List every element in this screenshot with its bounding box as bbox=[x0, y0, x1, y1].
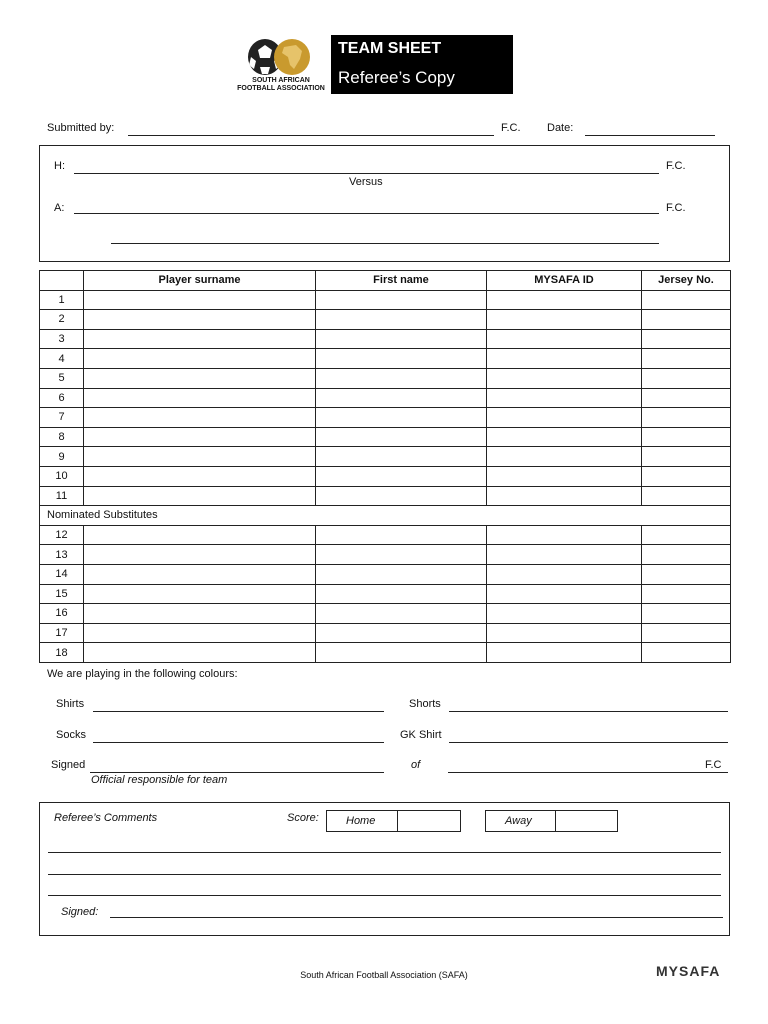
mysafa-id-cell[interactable] bbox=[487, 623, 642, 643]
surname-cell[interactable] bbox=[84, 564, 316, 584]
comment-line-3[interactable] bbox=[48, 895, 721, 896]
comment-line-1[interactable] bbox=[48, 852, 721, 853]
submitted-by-field[interactable] bbox=[128, 135, 494, 136]
col-surname-header: Player surname bbox=[84, 271, 316, 291]
jersey-cell[interactable] bbox=[642, 427, 731, 447]
colours-intro: We are playing in the following colours: bbox=[47, 668, 238, 680]
jersey-cell[interactable] bbox=[642, 545, 731, 565]
mysafa-id-cell[interactable] bbox=[487, 290, 642, 310]
table-row bbox=[40, 486, 731, 506]
row-number: 4 bbox=[40, 349, 84, 369]
logo-text: SOUTH AFRICAN FOOTBALL ASSOCIATION bbox=[237, 77, 325, 92]
jersey-cell[interactable] bbox=[642, 604, 731, 624]
table-row bbox=[40, 545, 731, 565]
row-number: 14 bbox=[40, 564, 84, 584]
row-number: 1 bbox=[40, 290, 84, 310]
row-number: 17 bbox=[40, 623, 84, 643]
surname-cell[interactable] bbox=[84, 525, 316, 545]
date-field[interactable] bbox=[585, 135, 715, 136]
mysafa-id-cell[interactable] bbox=[487, 564, 642, 584]
surname-cell[interactable] bbox=[84, 545, 316, 565]
mysafa-id-cell[interactable] bbox=[487, 643, 642, 663]
shirts-label: Shirts bbox=[56, 698, 85, 710]
home-team-field[interactable] bbox=[74, 173, 659, 174]
team-of-field[interactable] bbox=[448, 772, 728, 773]
col-number-header bbox=[40, 271, 84, 291]
submitted-by-label: Submitted by: bbox=[47, 122, 115, 134]
firstname-cell[interactable] bbox=[316, 290, 487, 310]
of-label: of bbox=[411, 759, 421, 771]
surname-cell[interactable] bbox=[84, 388, 316, 408]
jersey-cell[interactable] bbox=[642, 564, 731, 584]
firstname-cell[interactable] bbox=[316, 545, 487, 565]
mysafa-id-cell[interactable] bbox=[487, 584, 642, 604]
footer-org: South African Football Association (SAFA) bbox=[300, 970, 468, 980]
firstname-cell[interactable] bbox=[316, 329, 487, 349]
shirts-field[interactable] bbox=[93, 711, 384, 712]
shorts-label: Shorts bbox=[409, 698, 441, 710]
surname-cell[interactable] bbox=[84, 349, 316, 369]
jersey-cell[interactable] bbox=[642, 486, 731, 506]
africa-map-icon bbox=[274, 39, 310, 75]
firstname-cell[interactable] bbox=[316, 447, 487, 467]
mysafa-id-cell[interactable] bbox=[487, 427, 642, 447]
jersey-cell[interactable] bbox=[642, 388, 731, 408]
mysafa-id-cell[interactable] bbox=[487, 486, 642, 506]
table-row bbox=[40, 466, 731, 486]
safa-logo bbox=[237, 38, 329, 96]
row-number: 15 bbox=[40, 584, 84, 604]
jersey-cell[interactable] bbox=[642, 447, 731, 467]
gk-shirt-label: GK Shirt bbox=[400, 729, 442, 741]
mysafa-id-cell[interactable] bbox=[487, 368, 642, 388]
surname-cell[interactable] bbox=[84, 368, 316, 388]
mysafa-id-cell[interactable] bbox=[487, 545, 642, 565]
surname-cell[interactable] bbox=[84, 623, 316, 643]
row-number: 12 bbox=[40, 525, 84, 545]
mysafa-id-cell[interactable] bbox=[487, 310, 642, 330]
gk-shirt-field[interactable] bbox=[449, 742, 728, 743]
row-number: 6 bbox=[40, 388, 84, 408]
firstname-cell[interactable] bbox=[316, 584, 487, 604]
table-row bbox=[40, 623, 731, 643]
mysafa-logo: MYSAFA bbox=[656, 963, 721, 979]
firstname-cell[interactable] bbox=[316, 310, 487, 330]
firstname-cell[interactable] bbox=[316, 388, 487, 408]
jersey-cell[interactable] bbox=[642, 349, 731, 369]
firstname-cell[interactable] bbox=[316, 643, 487, 663]
row-number: 11 bbox=[40, 486, 84, 506]
surname-cell[interactable] bbox=[84, 310, 316, 330]
row-number: 5 bbox=[40, 368, 84, 388]
table-row bbox=[40, 447, 731, 467]
table-row bbox=[40, 564, 731, 584]
row-number: 2 bbox=[40, 310, 84, 330]
signed-label: Signed bbox=[51, 759, 86, 771]
row-number: 8 bbox=[40, 427, 84, 447]
table-row bbox=[40, 604, 731, 624]
official-signature-field[interactable] bbox=[90, 772, 384, 773]
firstname-cell[interactable] bbox=[316, 525, 487, 545]
table-row bbox=[40, 368, 731, 388]
row-number: 3 bbox=[40, 329, 84, 349]
away-score-label: Away bbox=[505, 815, 532, 827]
table-row bbox=[40, 525, 731, 545]
nominated-substitutes-label: Nominated Substitutes bbox=[40, 506, 731, 526]
home-score-label: Home bbox=[346, 815, 376, 827]
firstname-cell[interactable] bbox=[316, 408, 487, 428]
table-row bbox=[40, 408, 731, 428]
match-box bbox=[39, 145, 730, 262]
row-number: 10 bbox=[40, 466, 84, 486]
subs-header-row bbox=[40, 506, 731, 526]
firstname-cell[interactable] bbox=[316, 486, 487, 506]
referee-signed-label: Signed: bbox=[61, 906, 99, 918]
table-row bbox=[40, 310, 731, 330]
mysafa-id-cell[interactable] bbox=[487, 447, 642, 467]
col-firstname-header: First name bbox=[316, 271, 487, 291]
away-label: A: bbox=[54, 202, 65, 214]
firstname-cell[interactable] bbox=[316, 604, 487, 624]
mysafa-id-cell[interactable] bbox=[487, 466, 642, 486]
table-row bbox=[40, 290, 731, 310]
mysafa-id-cell[interactable] bbox=[487, 408, 642, 428]
comment-line-2[interactable] bbox=[48, 874, 721, 875]
fc-label: F.C bbox=[705, 759, 722, 771]
surname-cell[interactable] bbox=[84, 466, 316, 486]
table-row bbox=[40, 388, 731, 408]
referee-comments-label: Referee’s Comments bbox=[54, 812, 158, 824]
table-row bbox=[40, 329, 731, 349]
mysafa-id-cell[interactable] bbox=[487, 349, 642, 369]
versus-label: Versus bbox=[349, 176, 383, 188]
referee-field[interactable] bbox=[111, 243, 659, 244]
surname-cell[interactable] bbox=[84, 486, 316, 506]
col-jersey-header: Jersey No. bbox=[642, 271, 731, 291]
page-subtitle: Referee’s Copy bbox=[338, 68, 455, 87]
firstname-cell[interactable] bbox=[316, 466, 487, 486]
mysafa-id-cell[interactable] bbox=[487, 329, 642, 349]
mysafa-id-cell[interactable] bbox=[487, 604, 642, 624]
firstname-cell[interactable] bbox=[316, 427, 487, 447]
row-number: 7 bbox=[40, 408, 84, 428]
socks-field[interactable] bbox=[93, 742, 384, 743]
col-mysafa-id-header: MYSAFA ID bbox=[487, 271, 642, 291]
submitted-fc-label: F.C. bbox=[501, 122, 521, 134]
away-fc-label: F.C. bbox=[666, 202, 686, 214]
jersey-cell[interactable] bbox=[642, 466, 731, 486]
mysafa-id-cell[interactable] bbox=[487, 525, 642, 545]
jersey-cell[interactable] bbox=[642, 368, 731, 388]
table-row bbox=[40, 349, 731, 369]
row-number: 18 bbox=[40, 643, 84, 663]
firstname-cell[interactable] bbox=[316, 349, 487, 369]
table-row bbox=[40, 643, 731, 663]
socks-label: Socks bbox=[56, 729, 86, 741]
firstname-cell[interactable] bbox=[316, 623, 487, 643]
jersey-cell[interactable] bbox=[642, 408, 731, 428]
surname-cell[interactable] bbox=[84, 329, 316, 349]
surname-cell[interactable] bbox=[84, 408, 316, 428]
surname-cell[interactable] bbox=[84, 427, 316, 447]
table-header-row bbox=[40, 271, 731, 291]
score-label: Score: bbox=[287, 812, 319, 824]
page-title: TEAM SHEET bbox=[338, 40, 442, 57]
jersey-cell[interactable] bbox=[642, 310, 731, 330]
surname-cell[interactable] bbox=[84, 584, 316, 604]
date-label: Date: bbox=[547, 122, 574, 134]
referee-signature-field[interactable] bbox=[110, 917, 723, 918]
shorts-field[interactable] bbox=[449, 711, 728, 712]
title-box bbox=[331, 35, 513, 94]
home-fc-label: F.C. bbox=[666, 160, 686, 172]
table-row bbox=[40, 584, 731, 604]
surname-cell[interactable] bbox=[84, 447, 316, 467]
home-label: H: bbox=[54, 160, 65, 172]
away-score-field[interactable] bbox=[555, 810, 618, 832]
player-table bbox=[39, 270, 731, 663]
firstname-cell[interactable] bbox=[316, 368, 487, 388]
official-caption: Official responsible for team bbox=[91, 774, 228, 786]
surname-cell[interactable] bbox=[84, 643, 316, 663]
row-number: 16 bbox=[40, 604, 84, 624]
jersey-cell[interactable] bbox=[642, 525, 731, 545]
jersey-cell[interactable] bbox=[642, 643, 731, 663]
jersey-cell[interactable] bbox=[642, 329, 731, 349]
jersey-cell[interactable] bbox=[642, 290, 731, 310]
mysafa-id-cell[interactable] bbox=[487, 388, 642, 408]
away-team-field[interactable] bbox=[74, 213, 659, 214]
table-row bbox=[40, 427, 731, 447]
surname-cell[interactable] bbox=[84, 604, 316, 624]
firstname-cell[interactable] bbox=[316, 564, 487, 584]
row-number: 13 bbox=[40, 545, 84, 565]
row-number: 9 bbox=[40, 447, 84, 467]
jersey-cell[interactable] bbox=[642, 584, 731, 604]
surname-cell[interactable] bbox=[84, 290, 316, 310]
jersey-cell[interactable] bbox=[642, 623, 731, 643]
home-score-field[interactable] bbox=[397, 810, 461, 832]
